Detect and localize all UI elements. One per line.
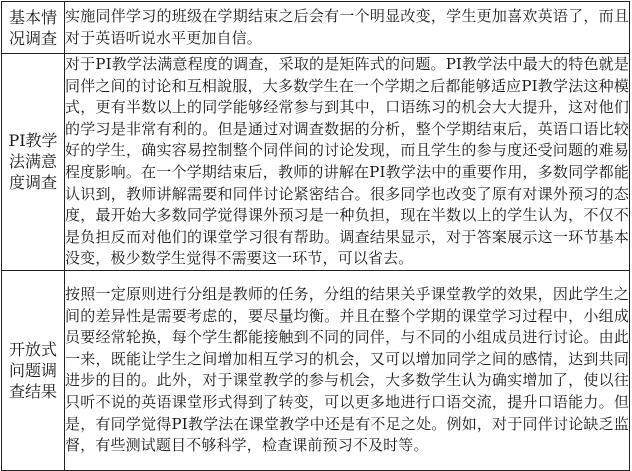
- table-row-basic-survey: [2, 2, 630, 54]
- table-row-pi-satisfaction: [2, 54, 630, 271]
- label-line: 开放式: [8, 339, 57, 359]
- label-line: 查结果: [8, 381, 57, 401]
- table-row-open-questions: [2, 270, 630, 470]
- row-content-open-questions: 按照一定原则进行分组是教师的任务，分组的结果关乎课堂教学的效果，因此学生之间的差异性是需要考虑的，要尽量均衡。并且在整个学期的课堂学习过程中，小组成员要经常轮换，每个学生都能接触到不同的同伴，与不同的小组成员进行讨论。由此一来，既能让学生之间增加相互学习的机会，又可以增加同学之间的感情，达到共同进步的目的。此外，对于课堂教学的参与机会，大多数学生认为确实增加了，使以往只听不说的英语课堂形式得到了转变，可以更多地进行口语交流，提升口语能力。但是，有同学觉得PI教学法在课堂教学中还是有不足之处。例如，对于同伴讨论缺乏监督，有些测试题目不够科学，检查课前预习不及时等。: [65, 270, 630, 470]
- row-content-basic-survey: 实施同伴学习的班级在学期结束之后会有一个明显改变，学生更加喜欢英语了，而且对于英语听说水平更加自信。: [65, 2, 630, 54]
- label-line: 问题调: [8, 360, 57, 380]
- row-content-pi-satisfaction: 对于PI教学法满意程度的调查，采取的是矩阵式的问题。PI教学法中最大的特色就是同伴之间的讨论和互相說服，大多数学生在一个学期之后都能够适应PI教学法这种模式，更有半数以上的同学能够经常参与到其中，口语练习的机会大大提升，这对他们的学习是非常有利的。但是通过对调查数据的分析，整个学期结束后，英语口语比较好的学生，确实容易控制整个同伴间的讨论发现，而且学生的参与度还受问题的难易程度影响。在一个学期结束后，教师的讲解在PI教学法中的重要作用，多数同学都能认识到，教师讲解需要和同伴讨论紧密结合。很多同学也改变了原有对课外预习的态度，最开始大多数同学觉得课外预习是一种负担，现在半数以上的学生认为，不仅不是负担反而对他们的课堂学习很有帮助。调查结果显示，对于答案展示这一环节基本没变，极少数学生觉得不需要这一环节，可以省去。: [65, 54, 630, 271]
- label-line: PI教学: [8, 131, 58, 151]
- label-line: 度调查: [8, 173, 57, 193]
- row-label-basic-survey: [2, 2, 65, 54]
- row-label-pi-satisfaction: [2, 54, 65, 271]
- label-line: 基本情: [8, 7, 57, 27]
- label-line: 法满意: [8, 152, 57, 172]
- survey-results-table: [1, 1, 630, 471]
- row-label-open-questions: [2, 270, 65, 470]
- label-line: 况调查: [8, 28, 57, 48]
